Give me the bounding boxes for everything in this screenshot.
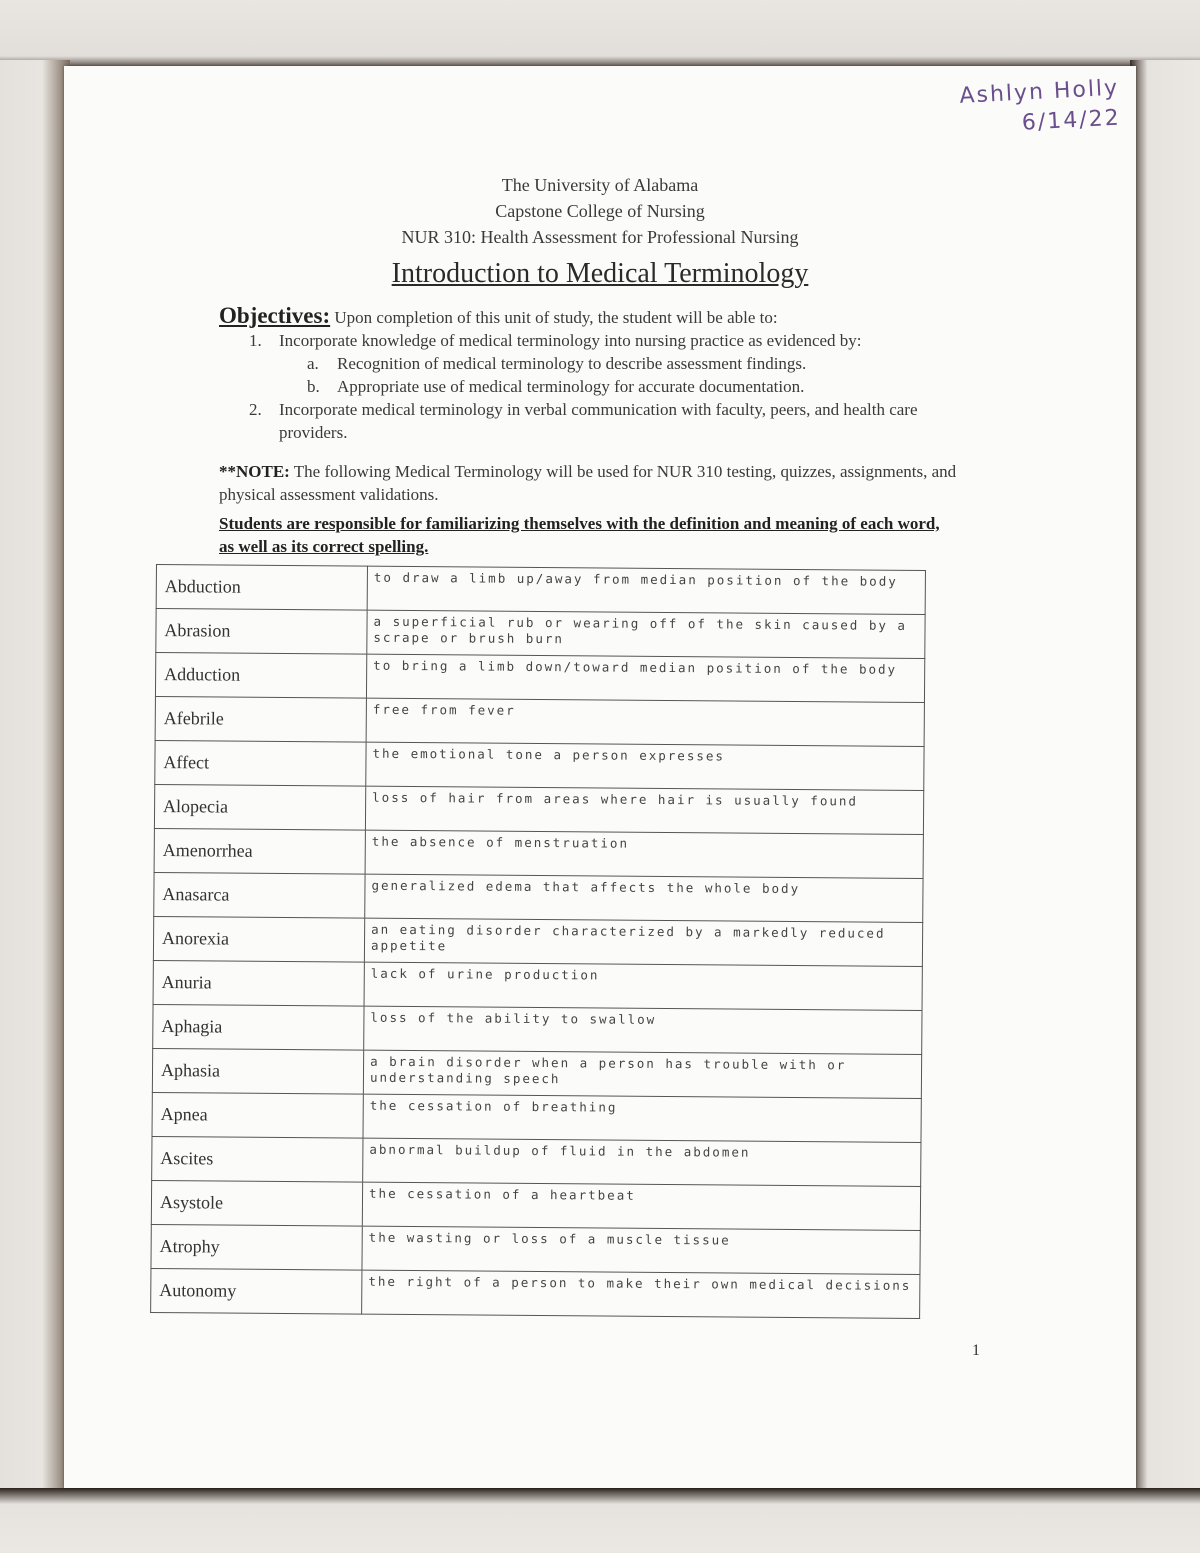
note-text: The following Medical Terminology will be used for NUR 310 testing, quizzes, assignments, and physical assessment validations. bbox=[219, 462, 957, 504]
objective-subitem bbox=[219, 352, 979, 375]
definition-cell: the cessation of a heartbeat bbox=[362, 1182, 920, 1230]
table-row bbox=[151, 1224, 920, 1274]
table-row bbox=[156, 565, 925, 615]
term-cell: Ascites bbox=[152, 1136, 363, 1182]
definition-cell: to bring a limb down/toward median position of the body bbox=[366, 654, 924, 702]
table-row bbox=[156, 609, 925, 659]
table-row bbox=[155, 740, 924, 790]
note-paragraph bbox=[219, 460, 959, 506]
responsibility-statement: Students are responsible for familiarizing themselves with the definition and meaning of each word, as well as its correct spelling. bbox=[219, 514, 940, 556]
definition-cell: the absence of menstruation bbox=[365, 830, 923, 878]
table-row bbox=[153, 1004, 922, 1054]
term-cell: Autonomy bbox=[151, 1268, 362, 1314]
definition-cell: the emotional tone a person expresses bbox=[366, 742, 924, 790]
objectives-section bbox=[219, 304, 979, 444]
subitem-text: Recognition of medical terminology to describe assessment findings. bbox=[337, 354, 807, 373]
table-row bbox=[155, 653, 924, 703]
background-surface-bottom bbox=[0, 1488, 1200, 1553]
document-page bbox=[64, 66, 1136, 1488]
term-cell: Alopecia bbox=[154, 784, 365, 830]
term-cell: Asystole bbox=[151, 1180, 362, 1226]
objective-item bbox=[219, 329, 979, 352]
term-cell: Aphasia bbox=[152, 1048, 363, 1094]
table-row bbox=[153, 916, 922, 966]
page-number: 1 bbox=[972, 1342, 980, 1359]
term-cell: Anuria bbox=[153, 960, 364, 1006]
term-cell: Apnea bbox=[152, 1092, 363, 1138]
objectives-heading: Objectives: bbox=[219, 303, 331, 328]
table-row bbox=[154, 872, 923, 922]
handwritten-signature bbox=[949, 74, 1122, 143]
definition-cell: lack of urine production bbox=[364, 962, 922, 1010]
term-cell: Abrasion bbox=[156, 609, 367, 655]
definition-cell: loss of hair from areas where hair is usually found bbox=[365, 786, 923, 834]
definition-cell: the wasting or loss of a muscle tissue bbox=[362, 1226, 920, 1274]
objective-text: Incorporate medical terminology in verbal communication with faculty, peers, and health care providers. bbox=[279, 400, 918, 442]
definition-cell: generalized edema that affects the whole body bbox=[365, 874, 923, 922]
signature-date: 6/14/22 bbox=[1021, 105, 1122, 136]
background-surface-left bbox=[0, 60, 70, 1500]
definition-cell: to draw a limb up/away from median position of the body bbox=[367, 566, 925, 614]
table-row bbox=[154, 828, 923, 878]
objectives-intro: Upon completion of this unit of study, the student will be able to: bbox=[334, 308, 778, 327]
term-cell: Adduction bbox=[155, 653, 366, 699]
objective-number: 1. bbox=[249, 331, 262, 350]
objective-subitem bbox=[219, 375, 979, 398]
document-title: Introduction to Medical Terminology bbox=[391, 258, 809, 289]
definition-cell: free from fever bbox=[366, 698, 924, 746]
term-cell: Afebrile bbox=[155, 696, 366, 742]
objective-number: 2. bbox=[249, 400, 262, 419]
definition-cell: loss of the ability to swallow bbox=[364, 1006, 922, 1054]
term-cell: Anorexia bbox=[153, 916, 364, 962]
term-cell: Affect bbox=[155, 740, 366, 786]
terminology-table bbox=[150, 564, 926, 1319]
term-cell: Atrophy bbox=[151, 1224, 362, 1270]
background-surface-top bbox=[0, 0, 1200, 70]
note-label: **NOTE: bbox=[219, 462, 290, 481]
table-row bbox=[155, 696, 924, 746]
table-row bbox=[152, 1092, 921, 1142]
subitem-label: b. bbox=[307, 377, 320, 396]
course-name: NUR 310: Health Assessment for Professional Nursing bbox=[401, 227, 799, 247]
definition-cell: abnormal buildup of fluid in the abdomen bbox=[363, 1138, 921, 1186]
term-cell: Aphagia bbox=[153, 1004, 364, 1050]
term-cell: Anasarca bbox=[154, 872, 365, 918]
institution-header bbox=[64, 172, 1136, 250]
term-cell: Amenorrhea bbox=[154, 828, 365, 874]
table-row bbox=[151, 1180, 920, 1230]
table-row bbox=[151, 1268, 920, 1318]
background-surface-right bbox=[1130, 60, 1200, 1500]
subitem-label: a. bbox=[307, 354, 319, 373]
college-name: Capstone College of Nursing bbox=[495, 201, 705, 221]
definition-cell: a brain disorder when a person has trouble with or understanding speech bbox=[363, 1050, 921, 1098]
university-name: The University of Alabama bbox=[501, 175, 699, 195]
table-row bbox=[152, 1136, 921, 1186]
term-cell: Abduction bbox=[156, 565, 367, 611]
objective-item bbox=[219, 398, 979, 444]
table-row bbox=[153, 960, 922, 1010]
definition-cell: a superficial rub or wearing off of the skin caused by a scrape or brush burn bbox=[367, 610, 925, 658]
definition-cell: the cessation of breathing bbox=[363, 1094, 921, 1142]
definition-cell: the right of a person to make their own medical decisions bbox=[362, 1270, 920, 1318]
signature-name: Ashlyn Holly bbox=[958, 75, 1120, 109]
definition-cell: an eating disorder characterized by a markedly reduced appetite bbox=[364, 918, 922, 966]
table-row bbox=[152, 1048, 921, 1098]
table-row bbox=[154, 784, 923, 834]
objective-text: Incorporate knowledge of medical terminology into nursing practice as evidenced by: bbox=[279, 331, 862, 350]
subitem-text: Appropriate use of medical terminology for accurate documentation. bbox=[337, 377, 805, 396]
